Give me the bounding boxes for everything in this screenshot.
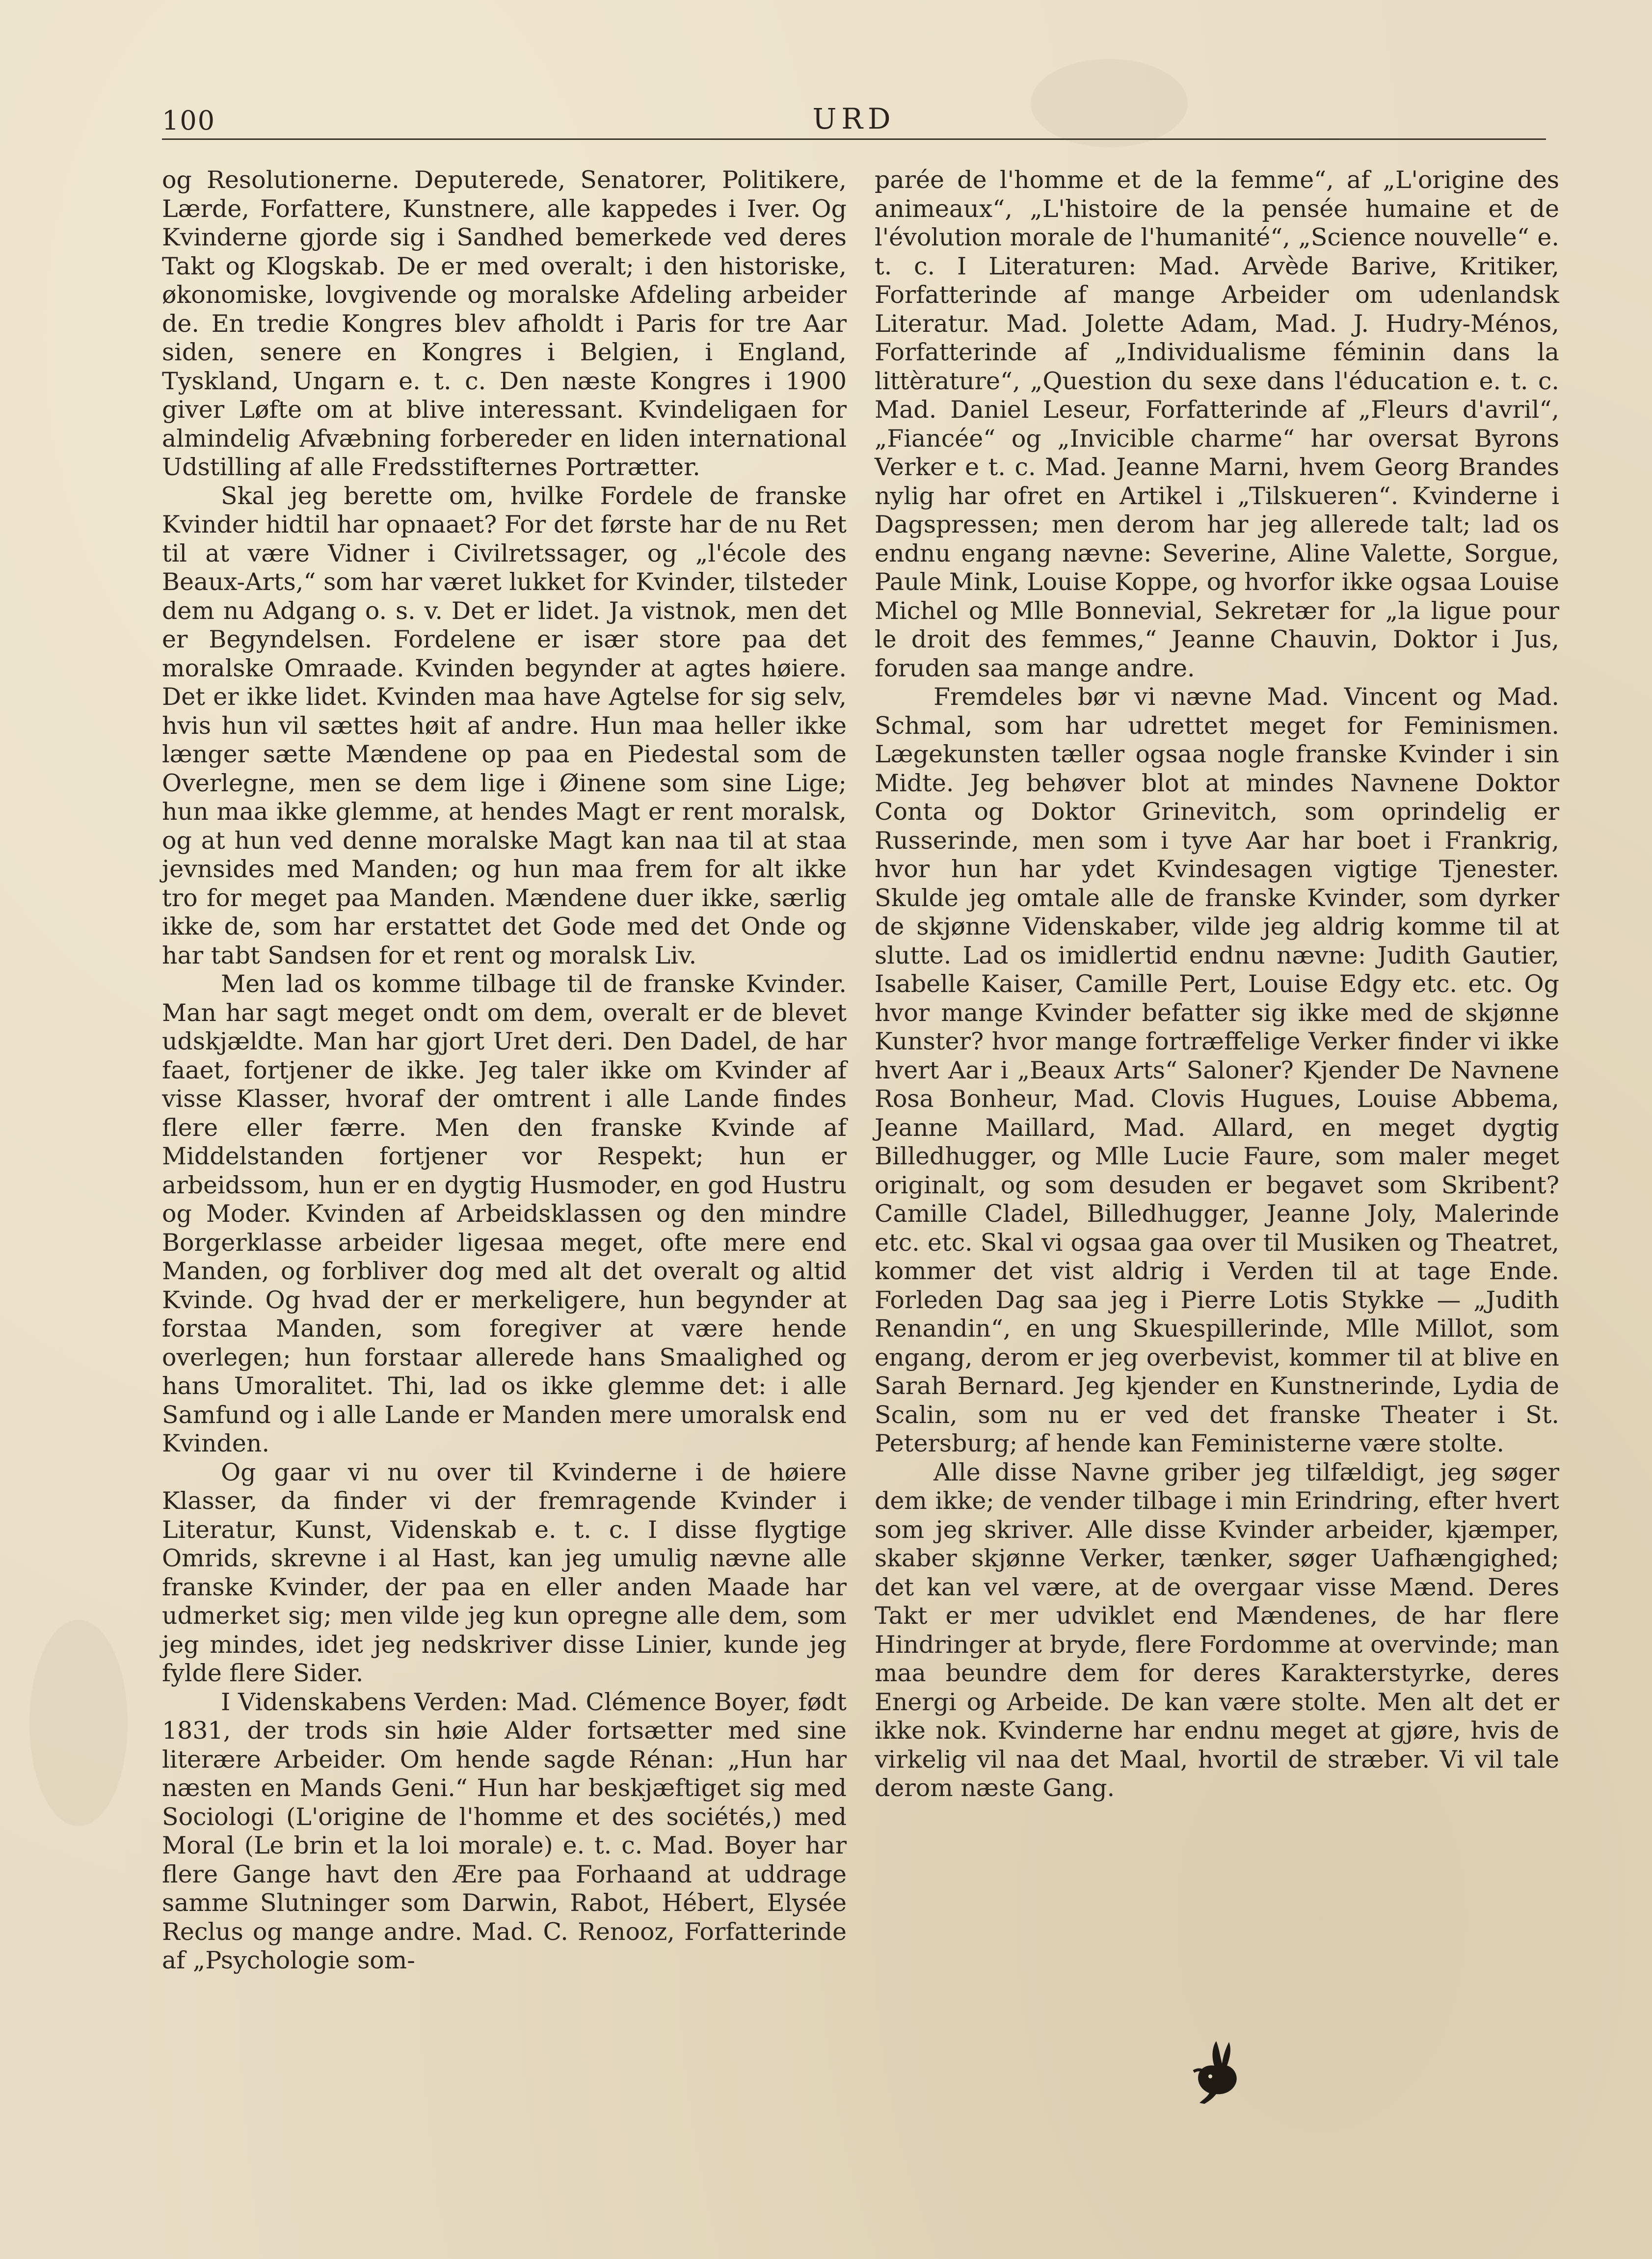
paragraph: Alle disse Navne griber jeg tilfældigt, jeg søger dem ikke; de vender tilbage i min Erindring, efter hvert som jeg skriver. Alle disse Kvinder arbeider, kjæmper, skaber skjønne Verker, tænker, søger Uafhængighed; det kan vel være, at de overgaar visse Mænd. Deres Takt er mer udviklet end Mændenes, de har flere Hindringer at bryde, flere Fordomme at overvinde; man maa beundre dem for deres Karakterstyrke, deres Energi og Arbeide. De kan være stolte. Men alt det er ikke nok. Kvinderne har endnu meget at gjøre, hvis de virkelig vil naa det Maal, hvortil de stræber. Vi vil tale derom næste Gang. [875,1458,1559,1802]
paragraph: Fremdeles bør vi nævne Mad. Vincent og Mad. Schmal, som har udrettet meget for Feminismen. Lægekunsten tæller ogsaa nogle franske Kvinder i sin Midte. Jeg behøver blot at mindes Navnene Doktor Conta og Doktor Grinevitch, som oprindelig er Russerinde, men som i tyve Aar har boet i Frankrig, hvor hun har ydet Kvindesagen vigtige Tjenester. Skulde jeg omtale alle de franske Kvinder, som dyrker de skjønne Videnskaber, vilde jeg aldrig komme til at slutte. Lad os imidlertid endnu nævne: Judith Gautier, Isabelle Kaiser, Camille Pert, Louise Edgy etc. etc. Og hvor mange Kvinder befatter sig ikke med de skjønne Kunster? hvor mange fortræffelige Verker finder vi ikke hvert Aar i „Beaux Arts“ Saloner? Kjender De Navnene Rosa Bonheur, Mad. Clovis Hugues, Louise Abbema, Jeanne Maillard, Mad. Allard, en meget dygtig Billedhugger, og Mlle Lucie Faure, som maler meget originalt, og som desuden er begavet som Skribent? Camille Cladel, Billedhugger, Jeanne Joly, Malerinde etc. etc. Skal vi ogsaa gaa over til Musiken og Theatret, kommer det vist aldrig i Verden til at tage Ende. Forleden Dag saa jeg i Pierre Lotis Stykke — „Judith Renandin“, en ung Skuespillerinde, Mlle Millot, som engang, derom er jeg overbevist, kommer til at blive en Sarah Bernard. Jeg kjender en Kunstnerinde, Lydia de Scalin, som nu er ved det franske Theater i St. Petersburg; af hende kan Feministerne være stolte. [875,683,1559,1457]
page-number: 100 [162,105,216,136]
paragraph: parée de l'homme et de la femme“, af „L'origine des animeaux“, „L'histoire de la pensée humaine et de l'évolution morale de l'humanité“, „Science nouvelle“ e. t. c. I Literaturen: Mad. Arvède Barive, Kritiker, Forfatterinde af mange Arbeider om udenlandsk Literatur. Mad. Jolette Adam, Mad. J. Hudry-Ménos, Forfatterinde af „Individualisme féminin dans la littèrature“, „Question du sexe dans l'éducation e. t. c. Mad. Daniel Leseur, Forfatterinde af „Fleurs d'avril“, „Fiancée“ og „Invicible charme“ har oversat Byrons Verker e t. c. Mad. Jeanne Marni, hvem Georg Brandes nylig har ofret en Artikel i „Tilskueren“. Kvinderne i Dagspressen; men derom har jeg allerede talt; lad os endnu engang nævne: Severine, Aline Valette, Sorgue, Paule Mink, Louise Koppe, og hvorfor ikke ogsaa Louise Michel og Mlle Bonnevial, Sekretær for „la ligue pour le droit des femmes,“ Jeanne Chauvin, Doktor i Jus, foruden saa mange andre. [875,166,1559,682]
left-column [162,166,847,1975]
paragraph: Skal jeg berette om, hvilke Fordele de franske Kvinder hidtil har opnaaet? For det første har de nu Ret til at være Vidner i Civilretssager, og „l'école des Beaux-Arts,“ som har været lukket for Kvinder, tilsteder dem nu Adgang o. s. v. Det er lidet. Ja vistnok, men det er Begyndelsen. Fordelene er især store paa det moralske Omraade. Kvinden begynder at agtes høiere. Det er ikke lidet. Kvinden maa have Agtelse for sig selv, hvis hun vil sættes høit af andre. Hun maa heller ikke længer sætte Mændene op paa en Piedestal som de Overlegne, men se dem lige i Øinene som sine Lige; hun maa ikke glemme, at hendes Magt er rent moralsk, og at hun ved denne moralske Magt kan naa til at staa jevnsides med Manden; og hun maa frem for alt ikke tro for meget paa Manden. Mændene duer ikke, særlig ikke de, som har erstattet det Gode med det Onde og har tabt Sandsen for et rent og moralsk Liv. [162,482,847,969]
paper-stain [29,1620,128,1826]
paragraph: Men lad os komme tilbage til de franske Kvinder. Man har sagt meget ondt om dem, overalt er de blevet udskjældte. Man har gjort Uret deri. Den Dadel, de har faaet, fortjener de ikke. Jeg taler ikke om Kvinder af visse Klasser, hvoraf der omtrent i alle Lande findes flere eller færre. Men den franske Kvinde af Middelstanden fortjener vor Respekt; hun er arbeidssom, hun er en dygtig Husmoder, en god Hustru og Moder. Kvinden af Arbeidsklassen og den mindre Borgerklasse arbeider ligesaa meget, ofte mere end Manden, og forbliver dog med alt det overalt og altid Kvinde. Og hvad der er merkeligere, hun begynder at forstaa Manden, som foregiver at være hende overlegen; hun forstaar allerede hans Smaalighed og hans Umoralitet. Thi, lad os ikke glemme det: i alle Samfund og i alle Lande er Manden mere umoralsk end Kvinden. [162,970,847,1457]
paragraph: I Videnskabens Verden: Mad. Clémence Boyer, født 1831, der trods sin høie Alder fortsætter med sine literære Arbeider. Om hende sagde Rénan: „Hun har næsten en Mands Geni.“ Hun har beskjæftiget sig med Sociologi (L'origine de l'homme et des sociétés,) med Moral (Le brin et la loi morale) e. t. c. Mad. Boyer har flere Gange havt den Ære paa Forhaand at uddrage samme Slutninger som Darwin, Rabot, Hébert, Elysée Reclus og mange andre. Mad. C. Renooz, Forfatterinde af „Psychologie som- [162,1688,847,1974]
header-rule [162,138,1546,140]
page-header [162,98,1546,137]
running-title: URD [812,102,896,135]
right-column [875,166,1559,1803]
paragraph: og Resolutionerne. Deputerede, Senatorer, Politikere, Lærde, Forfattere, Kunstnere, alle kappedes i Iver. Og Kvinderne gjorde sig i Sandhed bemerkede ved deres Takt og Klogskab. De er med overalt; i den historiske, økonomiske, lovgivende og moralske Afdeling arbeider de. En tredie Kongres blev afholdt i Paris for tre Aar siden, senere en Kongres i Belgien, i England, Tyskland, Ungarn e. t. c. Den næste Kongres i 1900 giver Løfte om at blive interessant. Kvindeligaen for almindelig Afvæbning forbereder en liden international Udstilling af alle Fredsstifternes Portrætter. [162,166,847,481]
paragraph: Og gaar vi nu over til Kvinderne i de høiere Klasser, da finder vi der fremragende Kvinder i Literatur, Kunst, Videnskab e. t. c. I disse flygtige Omrids, skrevne i al Hast, kan jeg umulig nævne alle franske Kvinder, der paa en eller anden Maade har udmerket sig; men vilde jeg kun opregne alle dem, som jeg mindes, idet jeg nedskriver disse Linier, kunde jeg fylde flere Sider. [162,1458,847,1687]
fleuron-hare-icon [1188,2037,1247,2106]
